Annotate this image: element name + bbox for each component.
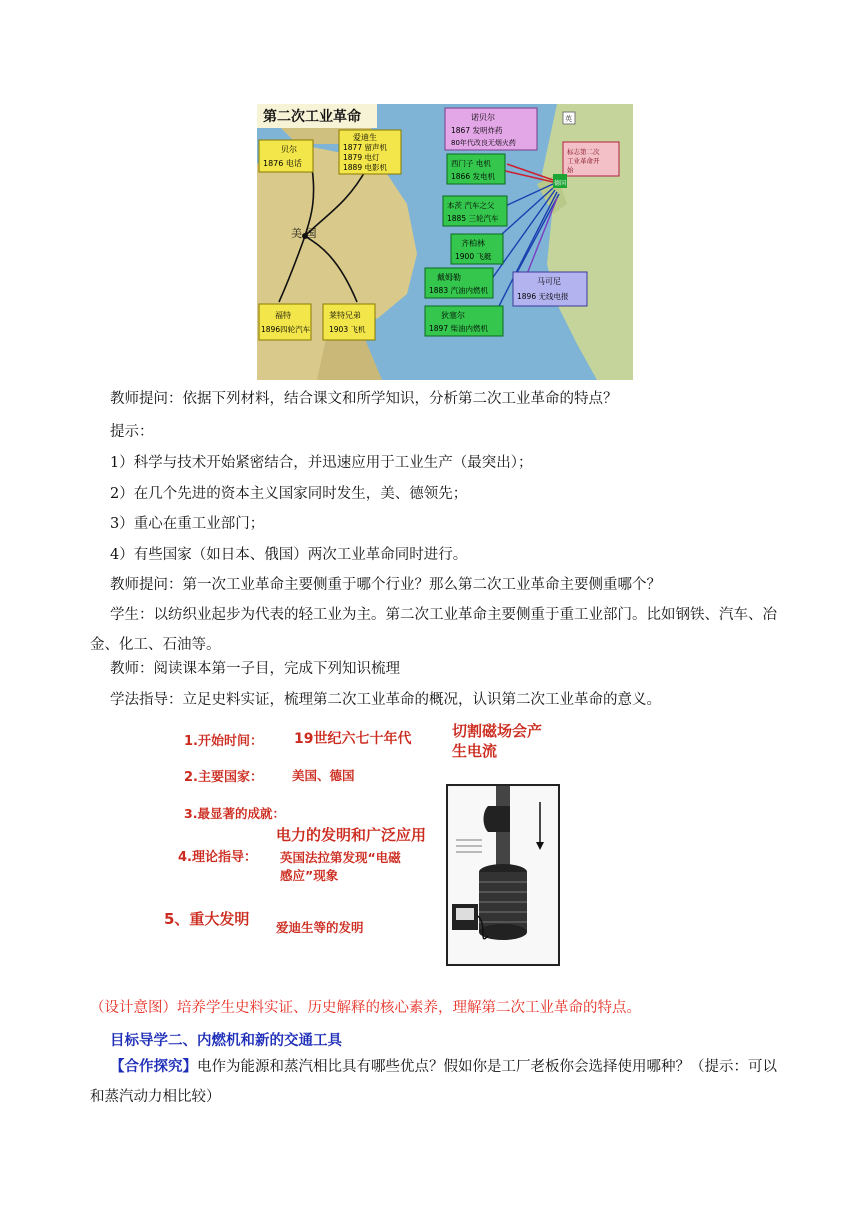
svg-text:标志第二次: 标志第二次 [567,148,600,156]
slide-label-4: 4.理论指导： [178,850,257,865]
map-title: 第二次工业革命 [263,109,361,125]
slide-value-3: 电力的发明和广泛应用 [276,826,427,844]
svg-text:诺贝尔: 诺贝尔 [471,113,495,122]
slide-value-4b: 感应”现象 [280,868,339,883]
slide-label-2: 2.主要国家： [184,770,263,785]
svg-text:本茨 汽车之父: 本茨 汽车之父 [447,201,495,210]
electromagnetic-induction-illustration [446,784,560,966]
box-marconi [513,272,587,306]
box-nobel [445,108,537,150]
svg-text:1889 电影机: 1889 电影机 [343,163,387,172]
svg-text:1866 发电机: 1866 发电机 [451,172,495,181]
svg-text:工业革命开: 工业革命开 [567,157,600,165]
svg-text:英: 英 [565,115,572,123]
hint-item-2: 2）在几个先进的资本主义国家同时发生，美、德领先； [110,486,468,502]
svg-text:1903 飞机: 1903 飞机 [329,325,366,334]
svg-text:始: 始 [567,166,574,174]
svg-text:1883 汽油内燃机: 1883 汽油内燃机 [429,286,488,295]
svg-text:福特: 福特 [275,311,291,320]
hint-item-3: 3）重心在重工业部门； [110,516,265,532]
start-note [563,142,619,176]
slide-right-a: 切割磁场会产 [452,722,543,740]
box-edison [339,130,401,174]
svg-text:马可尼: 马可尼 [537,277,561,286]
student-answer: 学生：以纺织业起步为代表的轻工业为主。第二次工业革命主要侧重于重工业部门。比如钢铁、汽车、冶金、化工、石油等。 [90,607,777,653]
svg-text:1876 电话: 1876 电话 [263,159,302,168]
svg-text:1885 三轮汽车: 1885 三轮汽车 [447,214,499,223]
svg-text:戴姆勒: 戴姆勒 [437,273,461,282]
svg-text:爱迪生: 爱迪生 [353,133,377,142]
box-ford [259,304,311,340]
box-daimler [425,268,493,298]
teacher-question-1: 教师提问：依据下列材料，结合课文和所学知识，分析第二次工业革命的特点？ [110,391,618,407]
svg-text:1879 电灯: 1879 电灯 [343,153,380,162]
slide-value-5: 爱迪生等的发明 [276,920,364,935]
second-industrial-revolution-map [257,104,633,380]
svg-text:80年代改良无烟火药: 80年代改良无烟火药 [451,139,516,147]
box-benz [443,196,507,226]
svg-text:1877 留声机: 1877 留声机 [343,143,387,152]
slide-right-b: 生电流 [452,742,498,760]
slide-value-2: 美国、德国 [292,768,355,783]
svg-text:1896四轮汽车: 1896四轮汽车 [261,325,311,334]
box-wright [323,304,375,340]
cooperative-inquiry-text: 电作为能源和蒸汽相比具有哪些优点？假如你是工厂老板你会选择使用哪种？（提示：可以和蒸汽动力相比较） [90,1059,777,1105]
svg-text:1896 无线电报: 1896 无线电报 [517,292,569,301]
svg-text:1897 柴油内燃机: 1897 柴油内燃机 [429,324,488,333]
box-bell [259,140,313,172]
hint-item-4: 4）有些国家（如日本、俄国）两次工业革命同时进行。 [110,547,468,563]
box-siemens [447,154,505,184]
cooperative-inquiry-tag: 【合作探究】 [110,1058,197,1075]
svg-text:西门子 电机: 西门子 电机 [451,159,491,168]
hint-item-1: 1）科学与技术开始紧密结合，并迅速应用于工业生产（最突出）； [110,455,533,471]
svg-text:莱特兄弟: 莱特兄弟 [329,311,361,320]
svg-text:狄塞尔: 狄塞尔 [441,311,465,320]
study-guidance: 学法指导：立足史料实证，梳理第二次工业革命的概况，认识第二次工业革命的意义。 [110,692,661,708]
slide-label-3: 3.最显著的成就： [184,806,285,821]
cooperative-inquiry [90,1052,780,1112]
svg-text:德国: 德国 [554,180,567,187]
box-diesel [425,306,503,336]
svg-text:1900 飞艇: 1900 飞艇 [455,252,492,261]
slide-value-1: 19世纪六七十年代 [294,731,412,747]
teacher-question-2: 教师提问：第一次工业革命主要侧重于哪个行业？那么第二次工业革命主要侧重哪个？ [110,577,661,593]
box-zeppelin [451,234,503,264]
slide-label-5: 5、重大发明 [164,910,250,928]
svg-text:齐柏林: 齐柏林 [461,239,485,248]
teacher-instruction: 教师：阅读课本第一子目，完成下列知识梳理 [110,661,400,677]
hint-label: 提示： [110,424,154,440]
svg-text:贝尔: 贝尔 [281,145,297,154]
slide-value-4a: 英国法拉第发现“电磁 [280,850,401,865]
goal-heading: 目标导学二、内燃机和新的交通工具 [110,1032,342,1049]
usa-label: 美 国 [291,227,317,240]
slide-label-1: 1.开始时间： [184,734,263,749]
design-intent: （设计意图）培养学生史料实证、历史解释的核心素养，理解第二次工业革命的特点。 [90,1000,641,1016]
svg-text:1867 发明炸药: 1867 发明炸药 [451,126,503,135]
